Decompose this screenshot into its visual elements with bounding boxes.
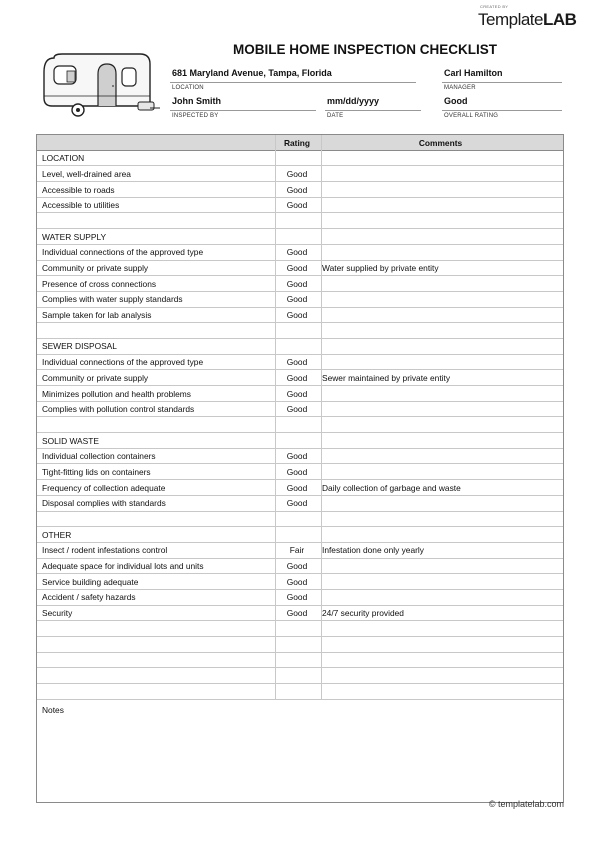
cell-rating: Good xyxy=(286,310,308,321)
table-row xyxy=(37,512,563,528)
location-underline xyxy=(170,82,416,83)
page-title: MOBILE HOME INSPECTION CHECKLIST xyxy=(232,42,497,57)
table-row xyxy=(37,574,563,590)
cell-item: Individual connections of the approved type xyxy=(42,247,204,258)
footer-credit: © templatelab.com xyxy=(488,799,564,809)
cell-item: Accident / safety hazards xyxy=(42,592,136,603)
cell-item: OTHER xyxy=(42,529,72,540)
date-underline xyxy=(325,110,421,111)
location-label: LOCATION xyxy=(172,85,204,91)
cell-item: Individual collection containers xyxy=(42,451,156,462)
table-row xyxy=(37,668,563,684)
col-header-comments: Comments xyxy=(418,137,463,148)
cell-item: Security xyxy=(42,608,73,619)
cell-rating: Good xyxy=(286,388,308,399)
cell-rating: Good xyxy=(286,357,308,368)
cell-rating: Good xyxy=(286,561,308,572)
table-row xyxy=(37,621,563,637)
table-row xyxy=(37,637,563,653)
table-row xyxy=(37,527,563,543)
cell-rating: Good xyxy=(286,608,308,619)
cell-item: Complies with pollution control standards xyxy=(42,404,195,415)
templatelab-logo xyxy=(478,4,588,32)
cell-item: Adequate space for individual lots and units xyxy=(42,561,204,572)
cell-item: Disposal complies with standards xyxy=(42,498,166,509)
cell-rating: Good xyxy=(286,263,308,273)
cell-rating: Good xyxy=(286,278,308,289)
manager-value: Carl Hamilton xyxy=(444,68,503,78)
cell-rating: Good xyxy=(286,592,308,603)
cell-rating: Good xyxy=(286,168,308,179)
trailer-icon xyxy=(40,50,162,122)
table-row xyxy=(37,464,563,480)
table-row xyxy=(37,653,563,669)
cell-item: SEWER DISPOSAL xyxy=(42,341,117,352)
table-row xyxy=(37,543,563,559)
cell-item: Community or private supply xyxy=(42,372,149,383)
rating-column-divider xyxy=(275,135,276,700)
table-row xyxy=(37,606,563,622)
cell-item: Tight-fitting lids on containers xyxy=(42,466,151,477)
cell-rating: Good xyxy=(286,404,308,415)
table-row xyxy=(37,229,563,245)
notes-label: Notes xyxy=(42,704,64,715)
manager-label: MANAGER xyxy=(444,85,476,91)
notes-section xyxy=(37,700,563,802)
table-row xyxy=(37,182,563,198)
logo-small-text: CREATED BY xyxy=(480,4,509,9)
table-row xyxy=(37,480,563,496)
table-row xyxy=(37,261,563,277)
cell-item: Community or private supply xyxy=(42,263,149,273)
cell-item: WATER SUPPLY xyxy=(42,231,107,242)
date-value: mm/dd/yyyy xyxy=(327,96,380,106)
location-value: 681 Maryland Avenue, Tampa, Florida xyxy=(172,68,332,78)
table-row xyxy=(37,386,563,402)
col-header-rating: Rating xyxy=(283,137,311,148)
overall-rating-value: Good xyxy=(444,96,468,106)
cell-rating: Good xyxy=(286,451,308,462)
cell-item: Level, well-drained area xyxy=(42,168,131,179)
cell-item: Accessible to roads xyxy=(42,184,115,195)
cell-comment: Infestation done only yearly xyxy=(322,545,424,556)
table-row xyxy=(37,339,563,355)
cell-item: Presence of cross connections xyxy=(42,278,157,289)
table-row xyxy=(37,417,563,433)
inspected-by-underline xyxy=(170,110,316,111)
table-body xyxy=(37,151,563,700)
table-row xyxy=(37,198,563,214)
cell-item: Individual connections of the approved type xyxy=(42,357,204,368)
table-row xyxy=(37,151,563,167)
cell-comment: Water supplied by private entity xyxy=(322,263,439,273)
table-header-row xyxy=(37,135,563,151)
logo-name-light: Template xyxy=(478,10,543,29)
table-row xyxy=(37,308,563,324)
table-row xyxy=(37,276,563,292)
table-row xyxy=(37,370,563,386)
table-row xyxy=(37,245,563,261)
cell-rating: Good xyxy=(286,294,308,305)
table-row xyxy=(37,355,563,371)
table-row xyxy=(37,496,563,512)
cell-item: Frequency of collection adequate xyxy=(42,482,166,493)
cell-item: LOCATION xyxy=(42,153,85,164)
cell-item: SOLID WASTE xyxy=(42,435,99,446)
inspected-by-value: John Smith xyxy=(172,96,221,106)
cell-item: Minimizes pollution and health problems xyxy=(42,388,191,399)
cell-item: Complies with water supply standards xyxy=(42,294,183,305)
table-row xyxy=(37,166,563,182)
cell-rating: Good xyxy=(286,466,308,477)
table-row xyxy=(37,402,563,418)
table-row xyxy=(37,684,563,700)
inspected-by-label: INSPECTED BY xyxy=(172,113,219,119)
logo-name xyxy=(478,10,576,30)
table-row xyxy=(37,323,563,339)
manager-underline xyxy=(442,82,562,83)
cell-comment: Daily collection of garbage and waste xyxy=(322,482,461,493)
cell-item: Insect / rodent infestations control xyxy=(42,545,168,556)
cell-rating: Good xyxy=(286,247,308,258)
table-row xyxy=(37,292,563,308)
cell-rating: Good xyxy=(286,184,308,195)
table-row xyxy=(37,590,563,606)
cell-item: Sample taken for lab analysis xyxy=(42,310,152,321)
table-row xyxy=(37,449,563,465)
cell-rating: Good xyxy=(286,482,308,493)
logo-name-bold: LAB xyxy=(542,10,577,29)
overall-rating-label: OVERALL RATING xyxy=(444,113,499,119)
cell-comment: 24/7 security provided xyxy=(322,608,404,619)
comments-column-divider xyxy=(321,135,322,700)
cell-rating: Good xyxy=(286,498,308,509)
table-row xyxy=(37,433,563,449)
table-row xyxy=(37,559,563,575)
cell-rating: Good xyxy=(286,372,308,383)
cell-rating: Good xyxy=(286,200,308,211)
date-label: DATE xyxy=(327,113,344,119)
cell-item: Service building adequate xyxy=(42,576,139,587)
cell-comment: Sewer maintained by private entity xyxy=(322,372,451,383)
overall-rating-underline xyxy=(442,110,562,111)
cell-rating: Good xyxy=(286,576,308,587)
table-row xyxy=(37,213,563,229)
cell-rating: Fair xyxy=(289,545,305,556)
checklist-table xyxy=(36,134,564,803)
cell-item: Accessible to utilities xyxy=(42,200,120,211)
